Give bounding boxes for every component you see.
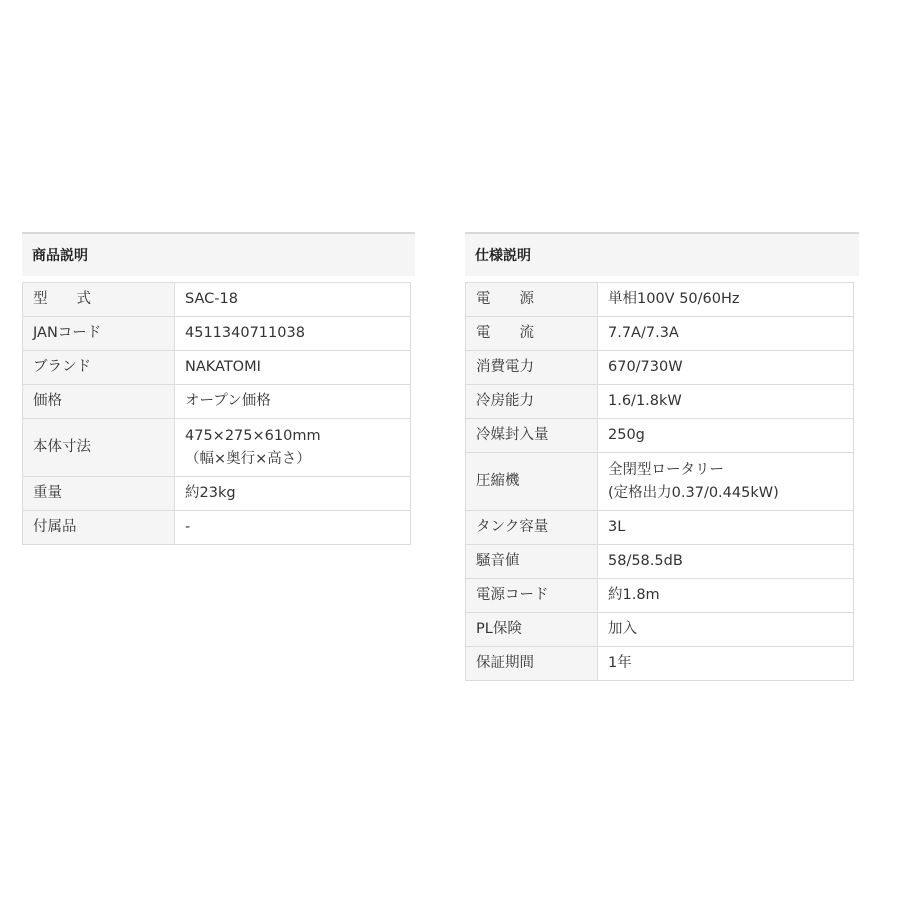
table-row bbox=[466, 647, 854, 681]
specification-title: 仕様説明 bbox=[465, 232, 859, 276]
table-row bbox=[23, 419, 411, 477]
row-label-power-cord: 電源コード bbox=[466, 579, 598, 613]
row-value-tank-capacity: 3L bbox=[598, 511, 854, 545]
dimensions-value: 475×275×610mm bbox=[185, 427, 321, 444]
row-label-brand: ブランド bbox=[23, 351, 175, 385]
table-row bbox=[466, 613, 854, 647]
row-value-weight: 約23kg bbox=[175, 477, 411, 511]
specification-panel bbox=[465, 232, 859, 681]
row-label-cooling-capacity: 冷房能力 bbox=[466, 385, 598, 419]
table-row bbox=[23, 351, 411, 385]
row-value-refrigerant: 250g bbox=[598, 419, 854, 453]
row-label-accessories: 付属品 bbox=[23, 511, 175, 545]
table-row bbox=[466, 419, 854, 453]
row-label-price: 価格 bbox=[23, 385, 175, 419]
row-label-power-source: 電 源 bbox=[466, 283, 598, 317]
row-value-power-consumption: 670/730W bbox=[598, 351, 854, 385]
row-label-dimensions: 本体寸法 bbox=[23, 419, 175, 477]
product-description-table bbox=[22, 282, 411, 545]
table-row bbox=[23, 283, 411, 317]
table-row bbox=[23, 477, 411, 511]
row-label-power-consumption: 消費電力 bbox=[466, 351, 598, 385]
row-value-compressor bbox=[598, 453, 854, 511]
dimensions-note: （幅×奥行×高さ） bbox=[185, 450, 311, 467]
row-label-noise-level: 騒音値 bbox=[466, 545, 598, 579]
table-row bbox=[23, 317, 411, 351]
table-row bbox=[466, 453, 854, 511]
row-value-jan-code: 4511340711038 bbox=[175, 317, 411, 351]
row-value-pl-insurance: 加入 bbox=[598, 613, 854, 647]
row-value-noise-level: 58/58.5dB bbox=[598, 545, 854, 579]
row-value-current: 7.7A/7.3A bbox=[598, 317, 854, 351]
row-label-pl-insurance: PL保険 bbox=[466, 613, 598, 647]
row-value-power-source: 単相100V 50/60Hz bbox=[598, 283, 854, 317]
compressor-value: 全閉型ロータリー bbox=[608, 461, 724, 478]
table-row bbox=[466, 317, 854, 351]
row-value-cooling-capacity: 1.6/1.8kW bbox=[598, 385, 854, 419]
row-value-price: オープン価格 bbox=[175, 385, 411, 419]
table-row bbox=[466, 385, 854, 419]
row-value-brand: NAKATOMI bbox=[175, 351, 411, 385]
row-label-compressor: 圧縮機 bbox=[466, 453, 598, 511]
row-label-weight: 重量 bbox=[23, 477, 175, 511]
table-row bbox=[23, 385, 411, 419]
row-value-model: SAC-18 bbox=[175, 283, 411, 317]
row-value-dimensions bbox=[175, 419, 411, 477]
table-row bbox=[466, 545, 854, 579]
row-label-tank-capacity: タンク容量 bbox=[466, 511, 598, 545]
row-label-model: 型 式 bbox=[23, 283, 175, 317]
row-label-warranty: 保証期間 bbox=[466, 647, 598, 681]
table-row bbox=[466, 283, 854, 317]
table-row bbox=[466, 579, 854, 613]
row-value-warranty: 1年 bbox=[598, 647, 854, 681]
table-row bbox=[466, 511, 854, 545]
product-description-title: 商品説明 bbox=[22, 232, 415, 276]
table-row bbox=[466, 351, 854, 385]
row-label-refrigerant: 冷媒封入量 bbox=[466, 419, 598, 453]
row-value-power-cord: 約1.8m bbox=[598, 579, 854, 613]
product-description-panel bbox=[22, 232, 415, 545]
table-row bbox=[23, 511, 411, 545]
specification-table bbox=[465, 282, 854, 681]
row-label-current: 電 流 bbox=[466, 317, 598, 351]
row-label-jan-code: JANコード bbox=[23, 317, 175, 351]
row-value-accessories: - bbox=[175, 511, 411, 545]
compressor-note: (定格出力0.37/0.445kW) bbox=[608, 484, 779, 501]
